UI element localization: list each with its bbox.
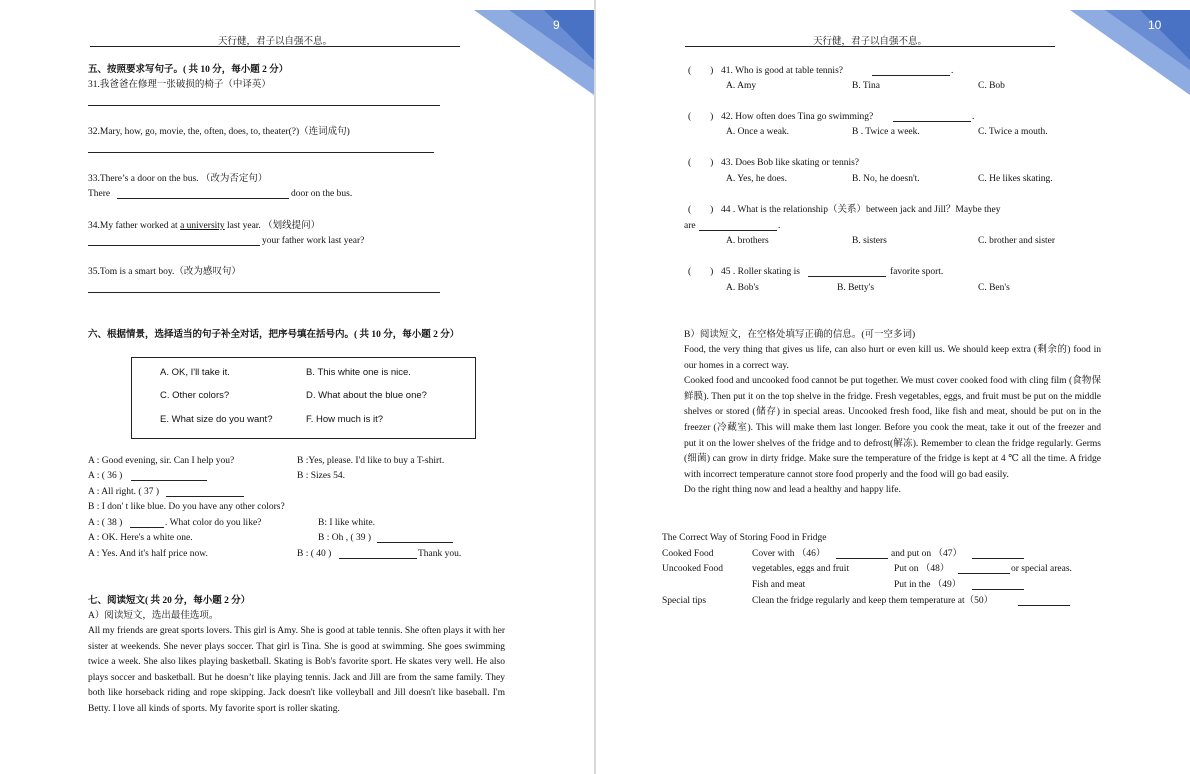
blank-48[interactable] <box>958 573 1010 574</box>
q41-tail: . <box>951 66 954 76</box>
table-r2c2: vegetables, eggs and fruit <box>752 564 850 574</box>
blank-38[interactable] <box>130 527 164 528</box>
partb-title: B）阅读短文，在空格处填写正确的信息。(可一空多词) <box>684 330 916 340</box>
table-r4c2: Clean the fridge regularly and keep them temperature at（50） <box>752 596 994 606</box>
q35: 35.Tom is a smart boy.（改为感叹句） <box>88 267 241 277</box>
q42-option-b[interactable]: B . Twice a week. <box>852 127 920 137</box>
q33-end: door on the bus. <box>291 189 353 199</box>
q44-blank[interactable] <box>699 230 777 231</box>
q45-paren[interactable]: ( ) <box>688 267 714 277</box>
q34-blank[interactable] <box>88 245 260 246</box>
dialog-5a-cont: . What color do you like? <box>165 518 262 528</box>
q32-answer-line[interactable] <box>88 152 434 153</box>
table-r1c3: and put on （47） <box>891 549 962 559</box>
q42-blank[interactable] <box>893 121 971 122</box>
q45-blank[interactable] <box>808 276 886 277</box>
q43-stem: 43. Does Bob like skating or tennis? <box>721 158 859 168</box>
page-9 <box>0 0 594 774</box>
q43-paren[interactable]: ( ) <box>688 158 714 168</box>
blank-36[interactable] <box>131 480 207 481</box>
q31-answer-line[interactable] <box>88 105 440 106</box>
dialog-3: A : All right. ( 37 ) <box>88 487 159 497</box>
dialog-5a: A : ( 38 ) <box>88 518 123 528</box>
q41-stem: 41. Who is good at table tennis? <box>721 66 843 76</box>
corner-decoration <box>454 0 594 100</box>
dialog-4: B : I don' t like blue. Do you have any other colors? <box>88 502 285 512</box>
q43-option-c[interactable]: C. He likes skating. <box>978 174 1053 184</box>
q33-start: There <box>88 189 111 199</box>
dialog-1a: A : Good evening, sir. Can I help you? <box>88 456 235 466</box>
q34-underlined: a university <box>180 221 225 231</box>
corner-decoration <box>1050 0 1190 100</box>
option-b: B. This white one is nice. <box>306 367 411 378</box>
q44-stem: 44 . What is the relationship（关系）between jack and Jill？Maybe they <box>721 205 1001 215</box>
q41-paren[interactable]: ( ) <box>688 66 714 76</box>
q35-answer-line[interactable] <box>88 292 440 293</box>
page-number: 10 <box>1148 18 1162 32</box>
q41-option-a[interactable]: A. Amy <box>726 81 757 91</box>
q32: 32.Mary, how, go, movie, the, often, does, to, theater(?)（连词成句) <box>88 127 350 137</box>
q44-option-c[interactable]: C. brother and sister <box>978 236 1056 246</box>
blank-47[interactable] <box>972 558 1024 559</box>
reading-passage-b <box>684 343 1101 499</box>
reading-passage-a: All my friends are great sports lovers. This girl is Amy. She is good at table tennis. She often plays it with her sister at weekends. She never plays soccer. That girl is Tina. She is good at swimming. She goes swimming twice a week. She also likes playing basketball. Skating is Bob's favorite sport. He skates very well. He also plays soccer and basketball. But he doesn’t like playing tennis. Jack and Jill are from the same family. They both like horseback riding and rope skipping. Jack doesn't like volleyball and Jill doesn't like baseball. I'm Betty. I love all kinds of sports. My favorite sport is roller skating. <box>88 626 505 714</box>
table-r1c1: Cooked Food <box>662 549 714 559</box>
option-c: C. Other colors? <box>160 390 230 401</box>
q45-stem: 45 . Roller skating is <box>721 267 800 277</box>
page-header: 天行健，君子以自强不息。 <box>812 37 927 47</box>
q44-option-a[interactable]: A. brothers <box>726 236 769 246</box>
q44-cont: are <box>684 221 696 231</box>
q34: 34.My father worked at a university last year. （划线提问） <box>88 221 321 231</box>
blank-40[interactable] <box>339 558 417 559</box>
q34-answer-end: your father work last year? <box>262 236 365 246</box>
table-r2c1: Uncooked Food <box>662 564 723 574</box>
dialog-7a: A : Yes. And it's half price now. <box>88 549 208 559</box>
page-header: 天行健，君子以自强不息。 <box>217 37 332 47</box>
dialog-6b: B : Oh , ( 39 ) <box>318 533 372 543</box>
section7-title: 七、阅读短文( 共 20 分，每小题 2 分） <box>88 596 251 606</box>
table-r2c4: or special areas. <box>1011 564 1072 574</box>
blank-39[interactable] <box>377 542 453 543</box>
dialog-5b: B: I like white. <box>318 518 375 528</box>
q42-option-a[interactable]: A. Once a weak. <box>726 127 790 137</box>
q45-option-b[interactable]: B. Betty's <box>837 283 875 293</box>
q44-paren[interactable]: ( ) <box>688 205 714 215</box>
q33: 33.There’s a door on the bus. （改为否定句） <box>88 174 268 184</box>
table-r2c3: Put on （48） <box>894 564 950 574</box>
q44-dot: . <box>778 221 781 231</box>
option-d: D. What about the blue one? <box>306 390 427 401</box>
q31: 31.我爸爸在修理一张破损的椅子（中译英） <box>88 80 271 90</box>
q45-option-a[interactable]: A. Bob's <box>726 283 759 293</box>
header-rule <box>90 46 460 47</box>
section6-title: 六、根据情景，选择适当的句子补全对话，把序号填在括号内。( 共 10 分，每小题 2 分） <box>88 330 460 340</box>
table-r4c1: Special tips <box>662 596 707 606</box>
section5-title: 五、按照要求写句子。( 共 10 分，每小题 2 分） <box>88 65 289 75</box>
page-10 <box>596 0 1190 774</box>
q41-option-b[interactable]: B. Tina <box>852 81 880 91</box>
dialog-2b: B : Sizes 54. <box>297 471 346 481</box>
q42-paren[interactable]: ( ) <box>688 112 714 122</box>
q43-option-b[interactable]: B. No, he doesn't. <box>852 174 920 184</box>
q45-option-c[interactable]: C. Ben's <box>978 283 1010 293</box>
blank-46[interactable] <box>836 558 888 559</box>
option-e: E. What size do you want? <box>160 414 273 425</box>
q42-stem: 42. How often does Tina go swimming? <box>721 112 874 122</box>
option-f: F. How much is it? <box>306 414 384 425</box>
blank-50[interactable] <box>1018 605 1070 606</box>
blank-49[interactable] <box>972 589 1024 590</box>
dialog-7b-end: Thank you. <box>418 549 462 559</box>
partb-para1: Food, the very thing that gives us life, can also hurt or even kill us. We should keep extra (剩余的) food in our homes in a correct way. <box>684 345 1101 371</box>
dialog-2a: A : ( 36 ) <box>88 471 123 481</box>
q33-blank[interactable] <box>117 198 289 199</box>
dialog-1b: B :Yes, please. I'd like to buy a T-shirt. <box>297 456 445 466</box>
q42-option-c[interactable]: C. Twice a mouth. <box>978 127 1048 137</box>
dialog-6a: A : OK. Here's a white one. <box>88 533 193 543</box>
q42-tail: . <box>972 112 975 122</box>
partb-para2: Cooked food and uncooked food cannot be put together. We must cover cooked food with cling film (食物保鲜膜). Then put it on the top shelve in the fridge. Fresh vegetables, eggs, and fruit must be put on the middle shelves or stored (储存) in special areas. Uncooked fresh food, like fish and meat, should be put on in the freezer (冷藏室). This will make them last longer. Before you cook the meat, take it out of the freezer and put it on the lower shelves of the fridge and to defrost(解冻). Remember to clean the fridge regularly. Germs (细菌) can grow in dirty fridge. Make sure the temperature of the fridge is kept at 4 ℃ all the time. A fridge with incorrect temperature cannot store food properly and the food will go bad easily. <box>684 376 1101 480</box>
section7-sub: A）阅读短文，选出最佳选项。 <box>88 611 219 621</box>
partb-para3: Do the right thing now and lead a healthy and happy life. <box>684 485 901 496</box>
q45-tail: favorite sport. <box>890 267 944 277</box>
q43-option-a[interactable]: A. Yes, he does. <box>726 174 787 184</box>
table-r3c2: Fish and meat <box>752 580 806 590</box>
q41-blank[interactable] <box>872 75 950 76</box>
option-a: A. OK, I'll take it. <box>160 367 230 378</box>
q44-option-b[interactable]: B. sisters <box>852 236 887 246</box>
blank-37[interactable] <box>166 496 244 497</box>
q41-option-c[interactable]: C. Bob <box>978 81 1005 91</box>
table-r3c3: Put in the （49） <box>894 580 962 590</box>
table-title: The Correct Way of Storing Food in Fridge <box>662 533 827 543</box>
page-number: 9 <box>553 18 560 32</box>
table-r1c2: Cover with （46） <box>752 549 826 559</box>
dialog-7b: B : ( 40 ) <box>297 549 332 559</box>
header-rule <box>685 46 1055 47</box>
